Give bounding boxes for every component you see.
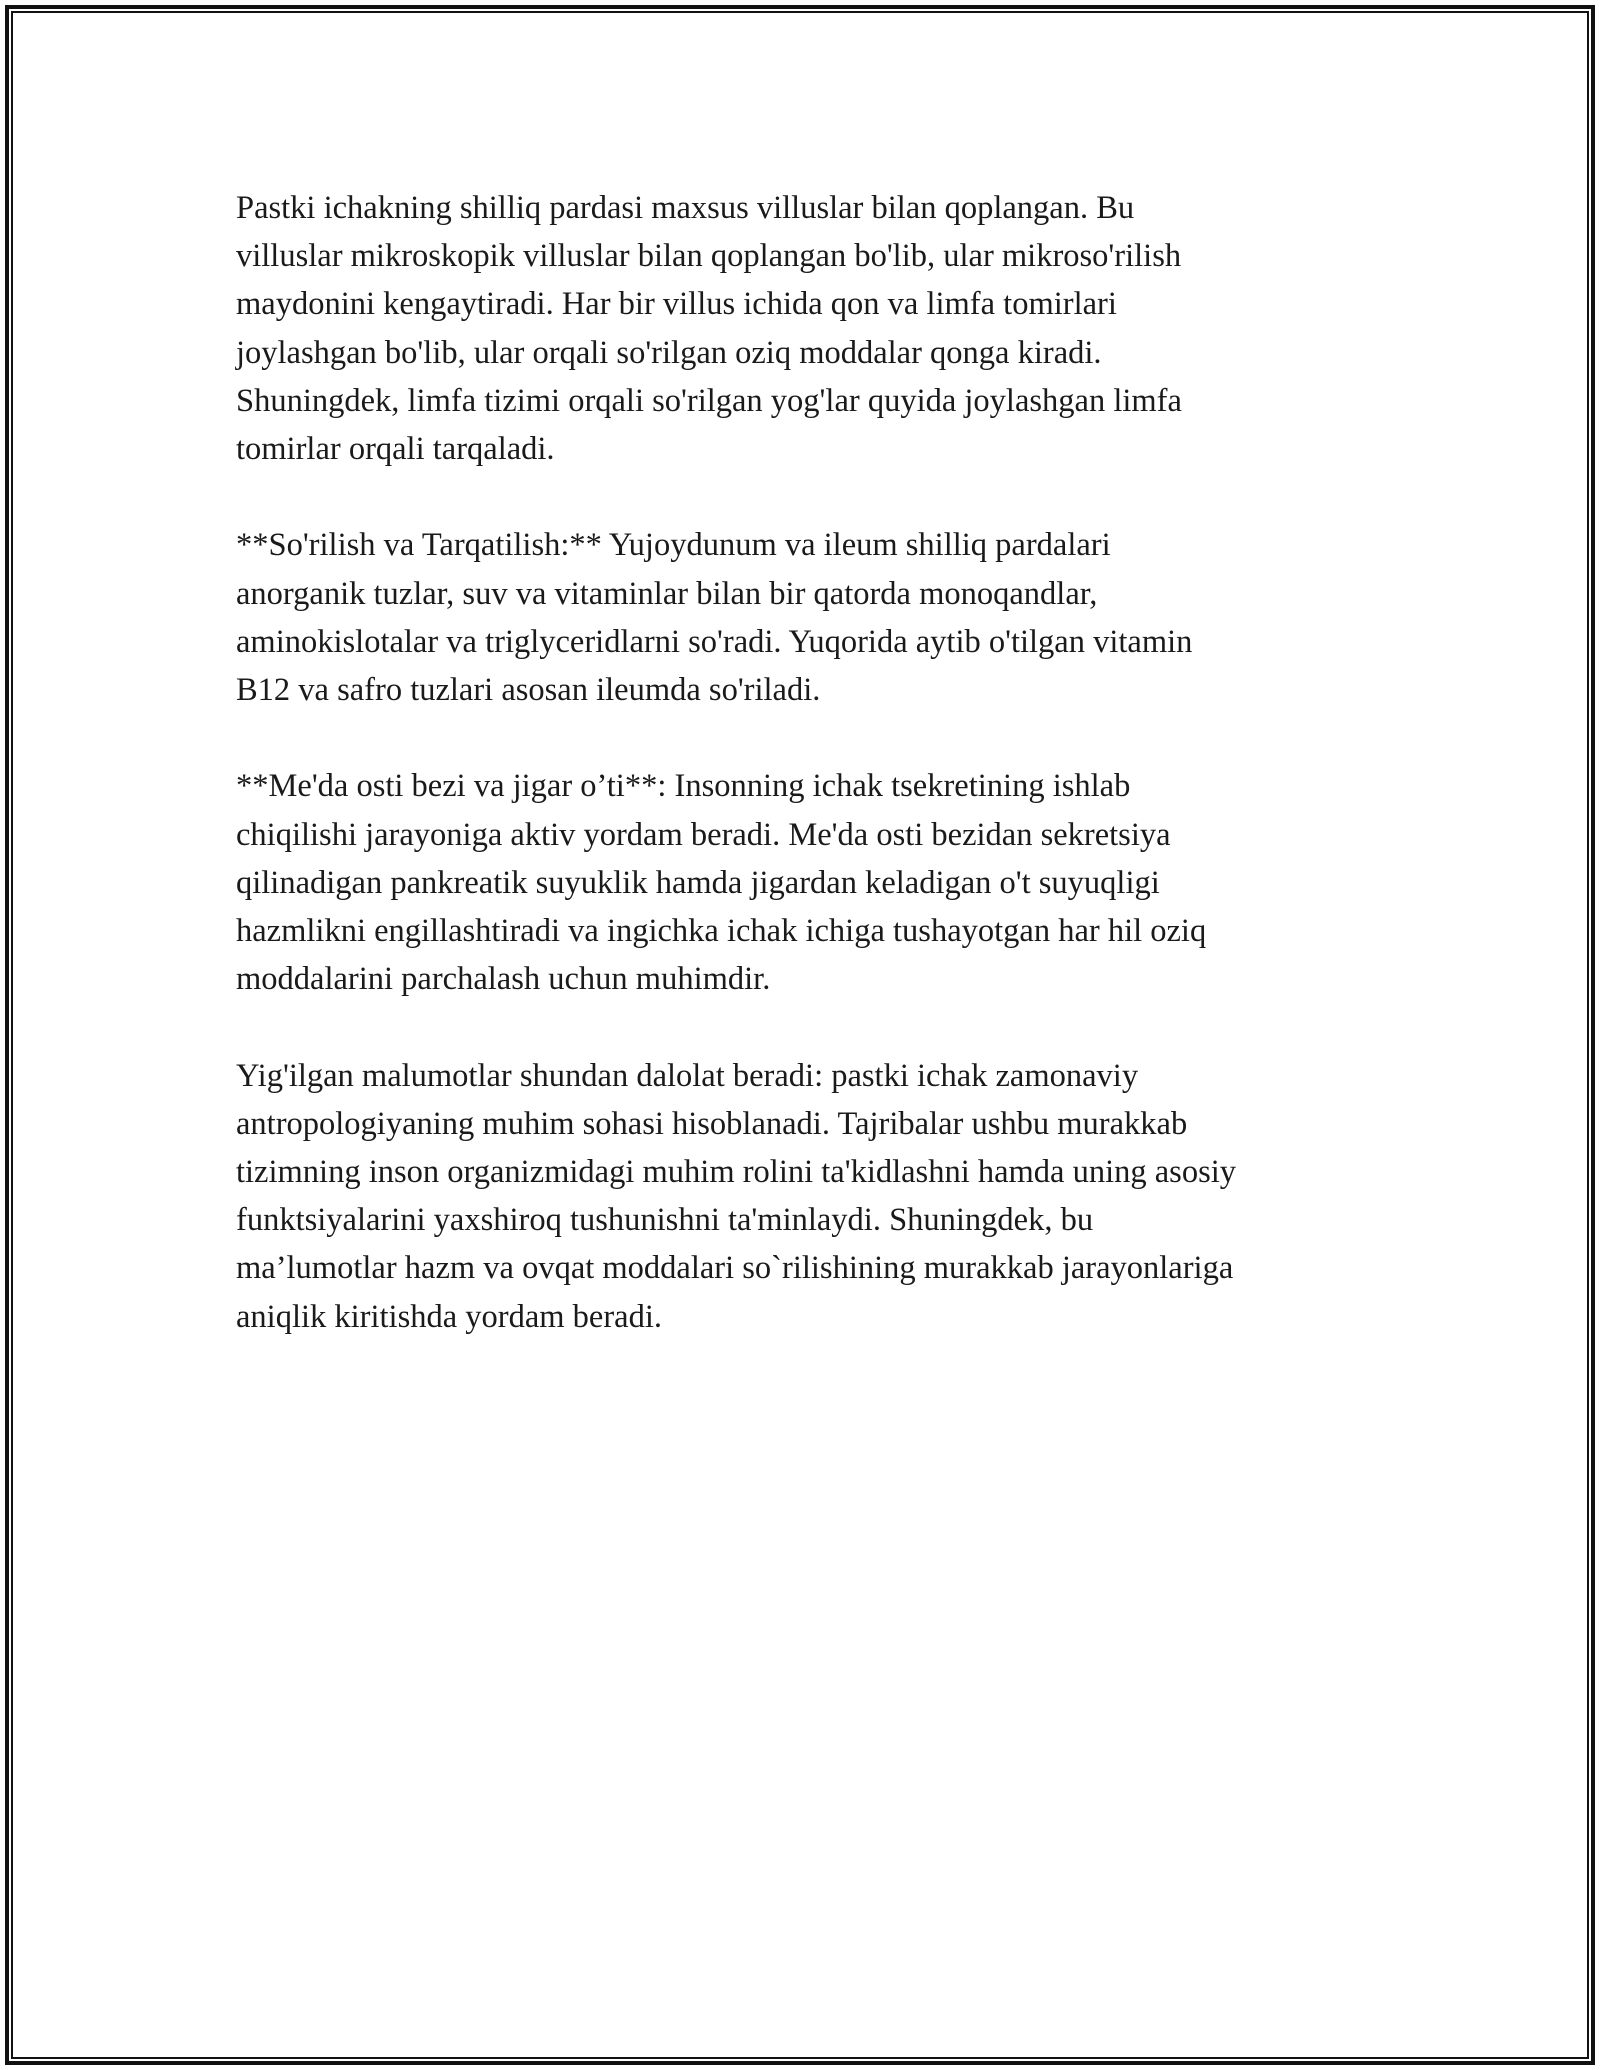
paragraph-pancreas-liver: **Me'da osti bezi va jigar o’ti**: Insonning ichak tsekretining ishlab chiqilishi jarayoniga aktiv yordam beradi. Me'da osti bezidan sekretsiya qilinadigan pankreatik suyuklik hamda jigardan keladigan o't suyuqligi hazmlikni engillashtiradi va ingichka ichak ichiga tushayotgan har hil oziq moddalarini parchalash uchun muhimdir. <box>236 768 1207 998</box>
paragraph-absorption: **So'rilish va Tarqatilish:** Yujoydunum va ileum shilliq pardalari anorganik tuzlar, suv va vitaminlar bilan bir qatorda monoqandlar, aminokislotalar va triglyceridlarni so'radi. Yuqorida aytib o'tilgan vitamin B12 va safro tuzlari asosan ileumda so'riladi. <box>236 527 1193 709</box>
document-body <box>236 184 1376 1389</box>
paragraph-conclusion: Yig'ilgan malumotlar shundan dalolat beradi: pastki ichak zamonaviy antropologiyaning muhim sohasi hisoblanadi. Tajribalar ushbu murakkab tizimning inson organizmidagi muhim rolini ta'kidlashni hamda uning asosiy funktsiyalarini yaxshiroq tushunishni ta'minlaydi. Shuningdek, bu ma’lumotlar hazm va ovqat moddalari so`rilishining murakkab jarayonlariga aniqlik kiritishda yordam beradi. <box>236 1057 1237 1335</box>
paragraph-villi: Pastki ichakning shilliq pardasi maxsus villuslar bilan qoplangan. Bu villuslar mikroskopik villuslar bilan qoplangan bo'lib, ular mikroso'rilish maydonini kengaytiradi. Har bir villus ichida qon va limfa tomirlari joylashgan bo'lib, ular orqali so'rilgan oziq moddalar qonga kiradi. Shuningdek, limfa tizimi orqali so'rilgan yog'lar quyida joylashgan limfa tomirlar orqali tarqaladi. <box>236 190 1182 468</box>
